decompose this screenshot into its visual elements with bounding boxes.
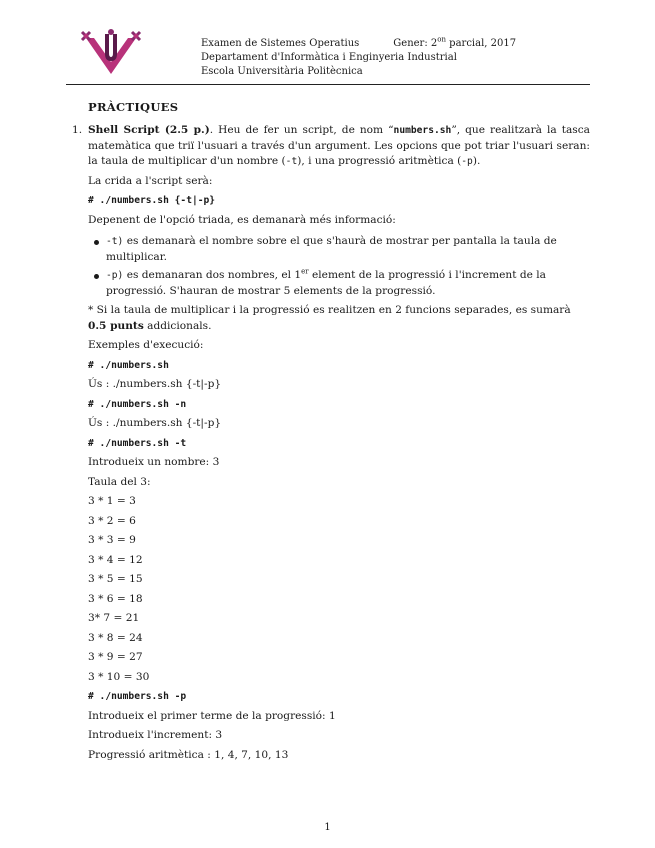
bullet-icon: [94, 240, 99, 245]
bullet-icon: [94, 274, 99, 279]
example-output: 3 * 5 = 15: [88, 573, 143, 585]
call-label: La crida a l'script serà:: [88, 174, 213, 187]
example-output: Taula del 3:: [88, 475, 151, 488]
section-title: PRÀCTIQUES: [88, 100, 179, 114]
question-number: 1.: [72, 124, 83, 136]
example-output: 3 * 10 = 30: [88, 670, 150, 683]
example-output: 3 * 4 = 12: [88, 553, 143, 566]
question-1: [72, 123, 590, 170]
list-item: -t) es demanarà el nombre sobre el que s'haurà de mostrar per pantalla la taula de multiplicar.: [88, 234, 590, 265]
example-command: # ./numbers.sh -p: [88, 691, 187, 702]
example-command: # ./numbers.sh -t: [88, 437, 187, 449]
example-output: Introdueix l'increment: 3: [88, 729, 223, 741]
example-output: 3 * 6 = 18: [88, 592, 143, 605]
exam-content: [72, 123, 590, 763]
example-output: 3 * 3 = 9: [88, 534, 136, 546]
example-output: 3 * 8 = 24: [88, 631, 143, 644]
bonus-note: * Si la taula de multiplicar i la progressió es realitzen en 2 funcions separades, es sumarà 0.5 punts addicionals.: [88, 304, 571, 332]
example-command: # ./numbers.sh -n: [88, 398, 187, 410]
example-output: Progressió aritmètica : 1, 4, 7, 10, 13: [88, 748, 289, 761]
header-divider: [66, 84, 590, 85]
header-line-1: [201, 37, 516, 51]
list-item: -p) es demanaran dos nombres, el 1er element de la progressió i l'increment de la progressió. S'hauran de mostrar 5 elements de la progressió.: [88, 268, 590, 299]
call-command: # ./numbers.sh {-t|-p}: [88, 195, 216, 206]
school-name: Escola Universitària Politècnica: [201, 66, 363, 77]
example-output: Introdueix el primer terme de la progressió: 1: [88, 709, 336, 722]
question-statement: Shell Script (2.5 p.). Heu de fer un script, de nom “numbers.sh”, que realitzarà la tasca matemàtica que triï l'usuari a través d'un argument. Les opcions que pot triar l'usuari seran: la taula de multiplicar d'un nombre (-t), i una progressió aritmètica (-p).: [88, 124, 590, 167]
university-logo: [78, 28, 144, 80]
examples-label: Exemples d'execució:: [88, 339, 204, 351]
department-name: Departament d'Informàtica i Enginyeria Industrial: [201, 52, 457, 63]
example-output: 3 * 2 = 6: [88, 514, 136, 527]
page-number: 1: [324, 822, 331, 833]
exam-header: [201, 37, 516, 79]
example-output: Ús : ./numbers.sh {-t|-p}: [88, 378, 222, 390]
example-output: Introdueix un nombre: 3: [88, 456, 220, 468]
depend-text: Depenent de l'opció triada, es demanarà més informació:: [88, 213, 396, 226]
example-output: 3* 7 = 21: [88, 612, 140, 624]
exam-subject: Examen de Sistemes Operatius: [201, 38, 360, 49]
example-output: Ús : ./numbers.sh {-t|-p}: [88, 417, 222, 429]
example-output: 3 * 1 = 3: [88, 495, 136, 507]
examples-list: [88, 358, 590, 764]
question-title: Shell Script (2.5 p.): [88, 124, 210, 136]
logo-emblem-icon: [78, 28, 144, 80]
script-name: numbers.sh: [393, 125, 452, 136]
example-command: # ./numbers.sh: [88, 359, 169, 371]
option-t: -t: [285, 156, 298, 167]
exam-date: Gener: $2^{on}$ parcial, 2017: [393, 35, 517, 49]
option-p: -p: [461, 156, 473, 167]
options-list: [88, 234, 590, 299]
bonus-points: 0.5 punts: [88, 319, 144, 332]
example-output: 3 * 9 = 27: [88, 651, 143, 663]
